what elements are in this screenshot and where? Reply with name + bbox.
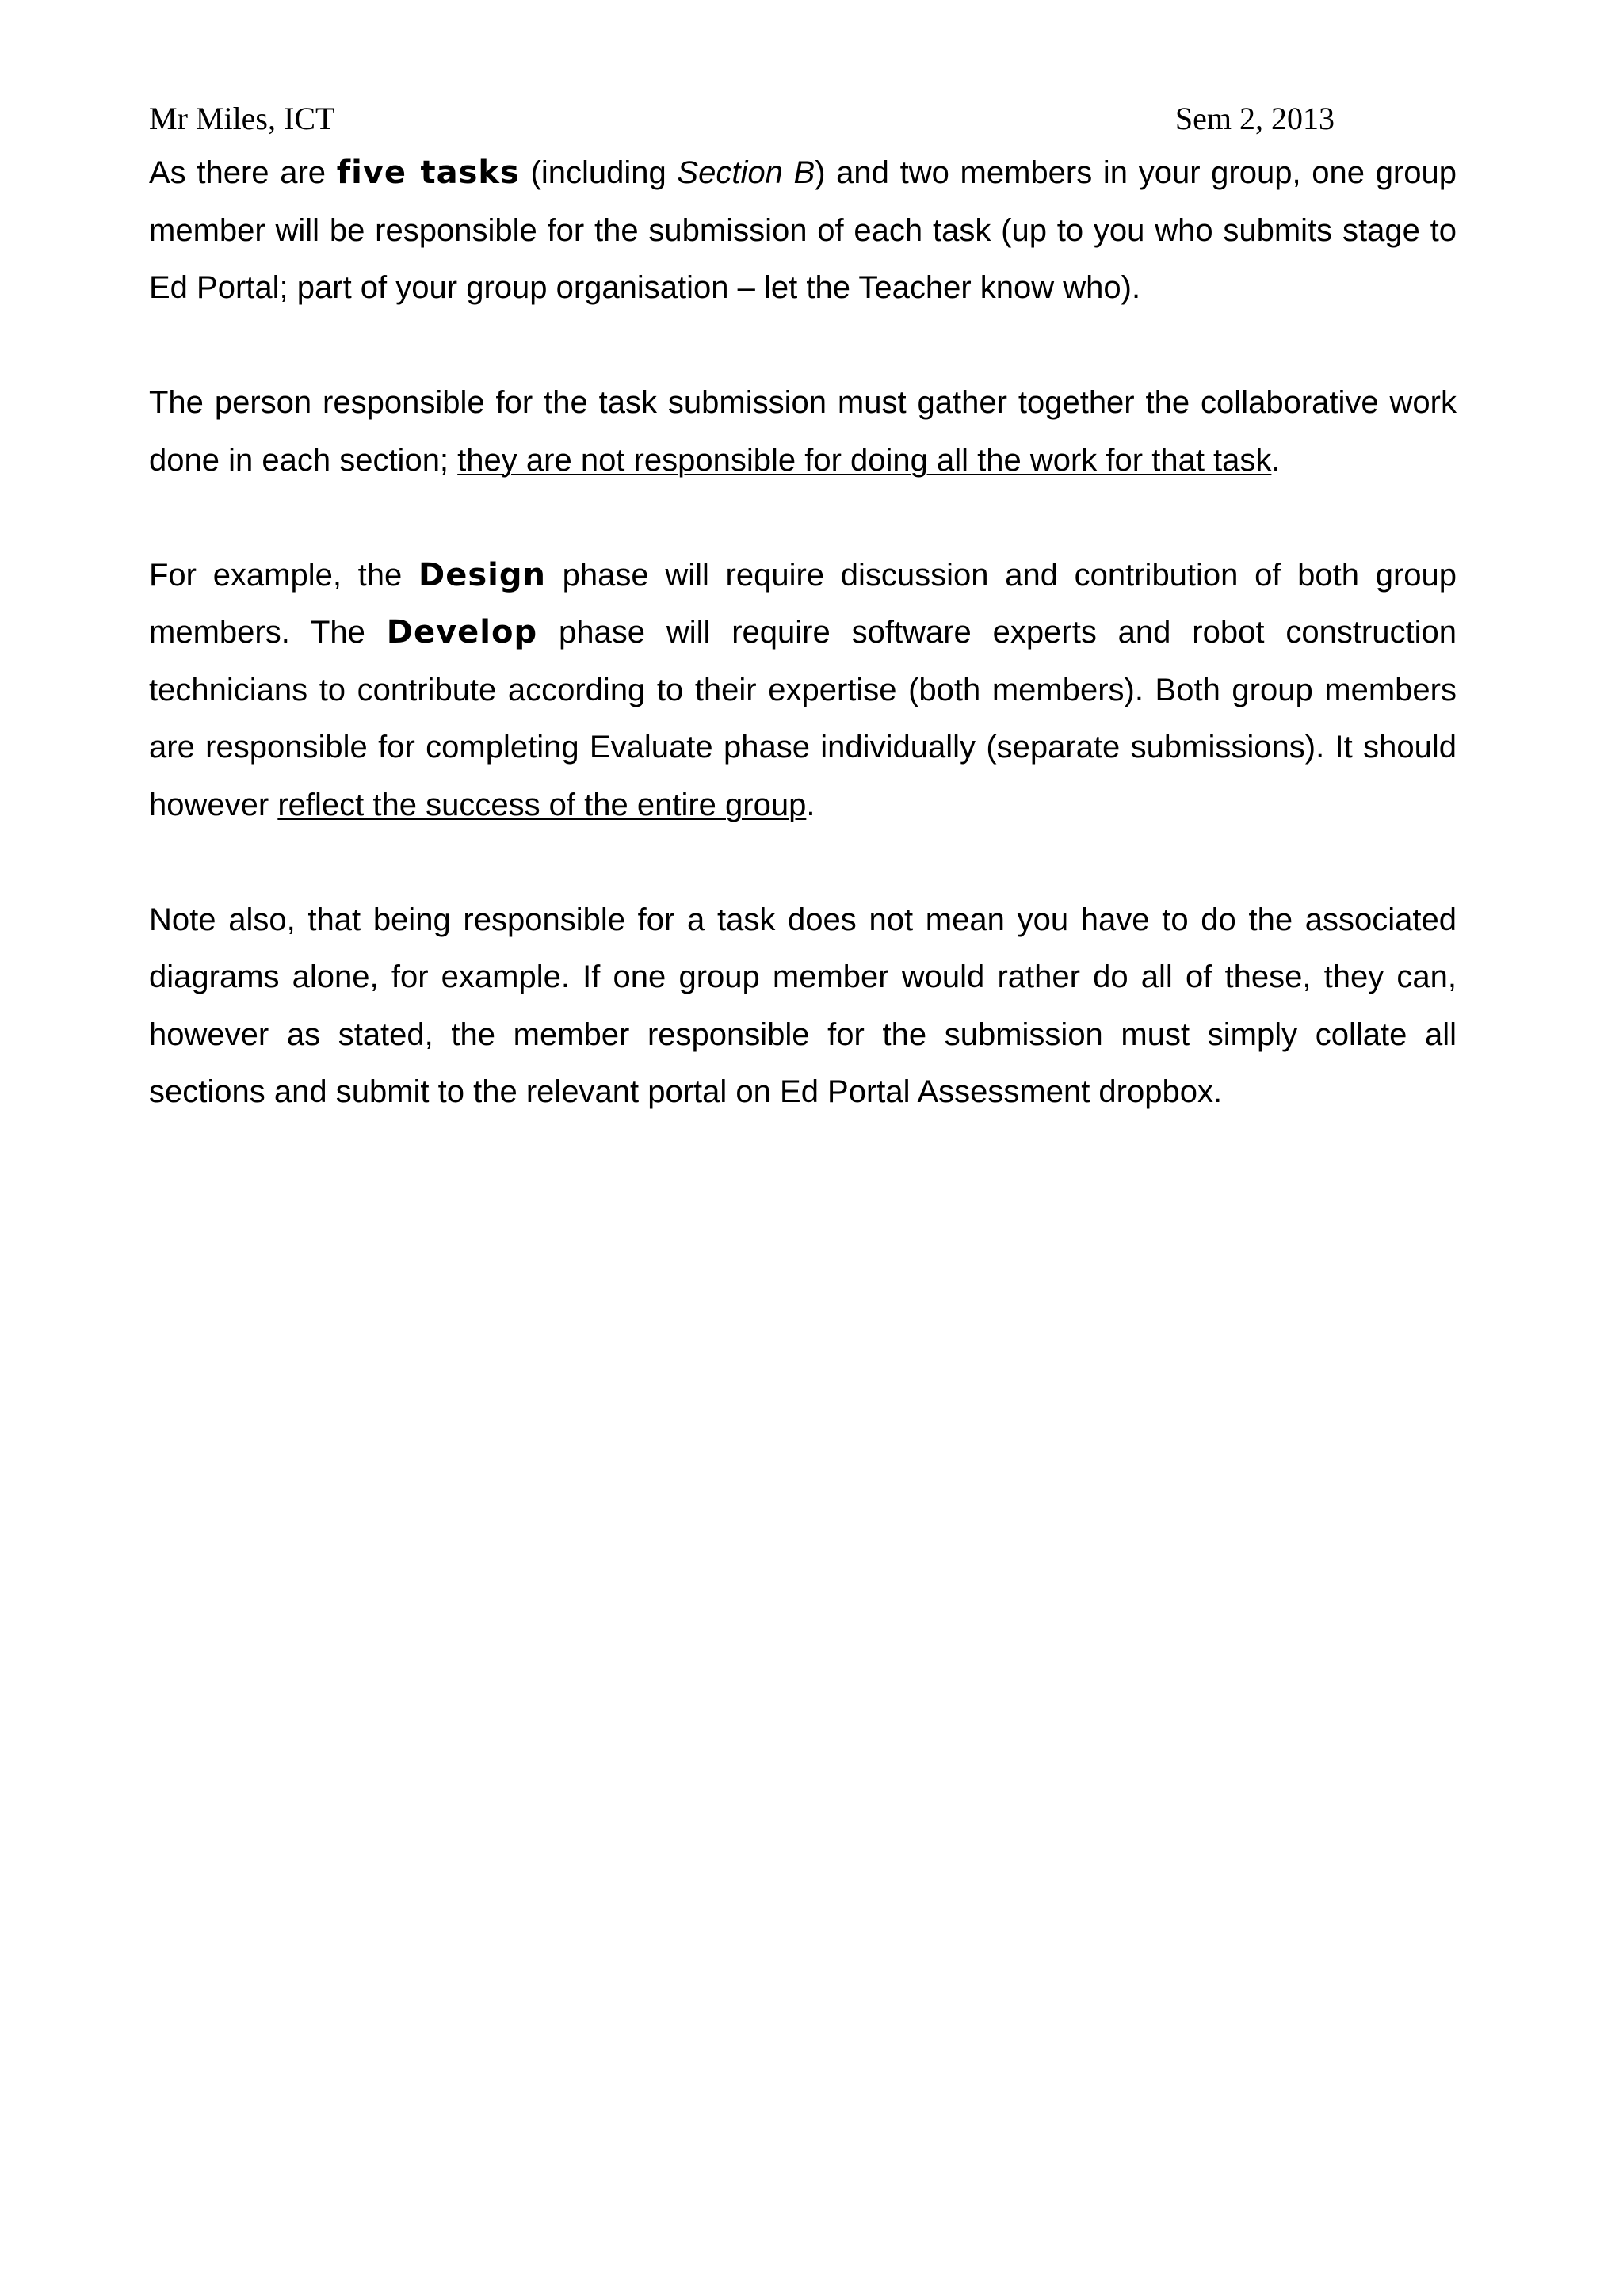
bold-design: Design xyxy=(418,556,546,593)
paragraph-note-diagrams xyxy=(149,891,1457,1121)
underlined-group-success: reflect the success of the entire group xyxy=(277,787,807,822)
header-author-subject: Mr Miles, ICT xyxy=(149,101,335,136)
text-run: The person responsible for the task submission must gather together the collaborative work done in each section; xyxy=(149,385,1457,478)
text-run: (including xyxy=(519,155,678,190)
italic-section-b: Section B xyxy=(677,155,815,190)
text-run: . xyxy=(1271,442,1281,478)
header-semester-year: Sem 2, 2013 xyxy=(1174,101,1335,136)
text-run: phase will require software experts and robot construction technicians to contribute according to their expertise (both members). Both group members are responsible for completing Evaluate phase individually (separate submissions). It should however xyxy=(149,615,1457,822)
text-run: Note also, that being responsible for a task does not mean you have to do the associated diagrams alone, for example. If one group member would rather do all of these, they can, however as stated, the member responsible for the submission must simply collate all sections and submit to the relevant portal on Ed Portal Assessment dropbox. xyxy=(149,902,1457,1109)
text-run: As there are xyxy=(149,155,337,190)
bold-five-tasks: five tasks xyxy=(336,154,520,191)
paragraph-submission-role xyxy=(149,374,1457,489)
text-run: For example, the xyxy=(149,557,418,593)
document-body xyxy=(149,144,1457,1178)
text-run: ) and two members in your group, one group member will be responsible for the submission of each task (up to you who submits stage to Ed Portal; part of your group organisation – let the Teacher know who). xyxy=(149,155,1457,305)
paragraph-phase-example xyxy=(149,547,1457,834)
page-header xyxy=(149,97,1335,141)
paragraph-task-responsibility xyxy=(149,144,1457,317)
bold-develop: Develop xyxy=(386,614,538,650)
text-run: phase will require discussion and contribution of both group members. The xyxy=(149,557,1457,650)
text-run: . xyxy=(806,787,815,822)
underlined-not-responsible: they are not responsible for doing all the work for that task xyxy=(457,442,1272,478)
